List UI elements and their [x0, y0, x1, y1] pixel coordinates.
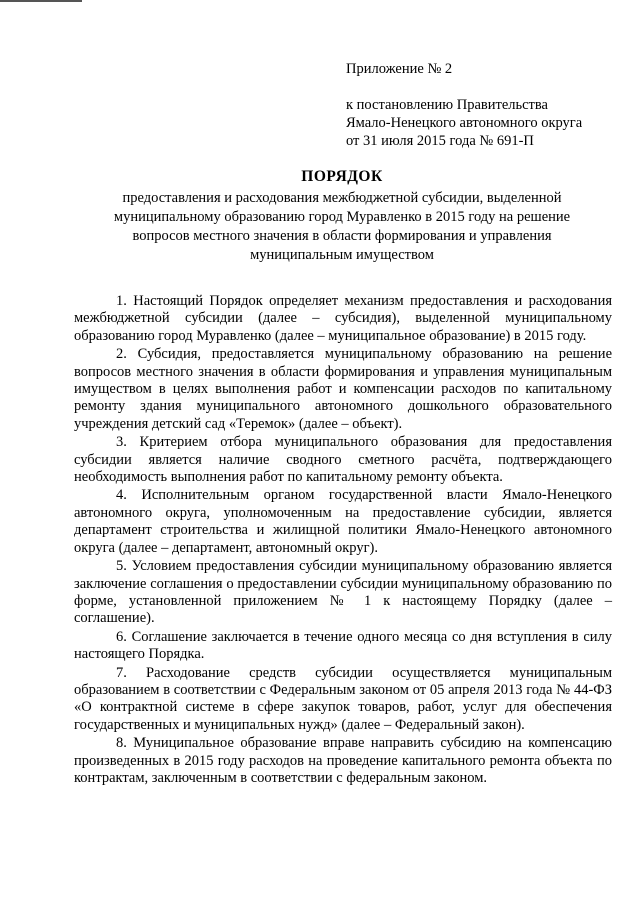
appendix-line: от 31 июля 2015 года № 691-П	[346, 133, 534, 149]
appendix-title: Приложение № 2	[346, 61, 453, 77]
document-body	[74, 293, 612, 788]
subtitle-line: вопросов местного значения в области формирования и управления	[132, 228, 552, 244]
paragraph-7: 7. Расходование средств субсидии осуществляется муниципальным образованием в соответствии с Федеральным законом от 05 апреля 2013 года № 44-ФЗ «О контрактной системе в сфере закупок товаров, работ, услуг для обеспечения государственных и муниципальных нужд» (далее – Федеральный закон).	[74, 664, 612, 733]
paragraph-5: 5. Условием предоставления субсидии муниципальному образованию является заключение соглашения о предоставлении субсидии муниципальному образованию по форме, установленной приложением № 1 к настоящему Порядку (далее – соглашение).	[74, 558, 612, 627]
appendix-line: к постановлению Правительства	[346, 97, 548, 113]
subtitle-line: муниципальному образованию город Муравленко в 2015 году на решение	[113, 209, 571, 225]
paragraph-2: 2. Субсидия, предоставляется муниципальному образованию на решение вопросов местного значения в области формирования и управления муниципальным имуществом в целях выполнения работ и компенсации расходов по капитальному ремонту здания муниципального автономного дошкольного образовательного учреждения детский сад «Теремок» (далее – объект).	[74, 346, 612, 432]
top-rule	[0, 0, 82, 2]
appendix-line: Ямало-Ненецкого автономного округа	[346, 115, 583, 131]
appendix-block	[346, 60, 626, 150]
paragraph-8: 8. Муниципальное образование вправе направить субсидию на компенсацию произведенных в 2015 году расходов на проведение капитального ремонта объекта по контрактам, заключенным в соответствии с федеральным законом.	[74, 735, 612, 786]
document-subtitle	[72, 189, 612, 265]
subtitle-line: предоставления и расходования межбюджетной субсидии, выделенной	[122, 190, 562, 206]
paragraph-4: 4. Исполнительным органом государственной власти Ямало-Ненецкого автономного округа, уполномоченным на предоставление субсидии, является департамент строительства и жилищной политики Ямало-Ненецкого автономного округа (далее – департамент, автономный округ).	[74, 487, 612, 556]
subtitle-line: муниципальным имуществом	[250, 247, 434, 263]
paragraph-6: 6. Соглашение заключается в течение одного месяца со дня вступления в силу настоящего Порядка.	[74, 628, 612, 663]
paragraph-1: 1. Настоящий Порядок определяет механизм предоставления и расходования межбюджетной субсидии (далее – субсидия), выделенной муниципальному образованию город Муравленко (далее – муниципальное образование) в 2015 году.	[74, 293, 612, 344]
document-title: ПОРЯДОК	[301, 168, 383, 185]
paragraph-3: 3. Критерием отбора муниципального образования для предоставления субсидии является наличие сводного сметного расчёта, подтверждающего необходимость выполнения работ по капитальному ремонту объекта.	[74, 434, 612, 486]
